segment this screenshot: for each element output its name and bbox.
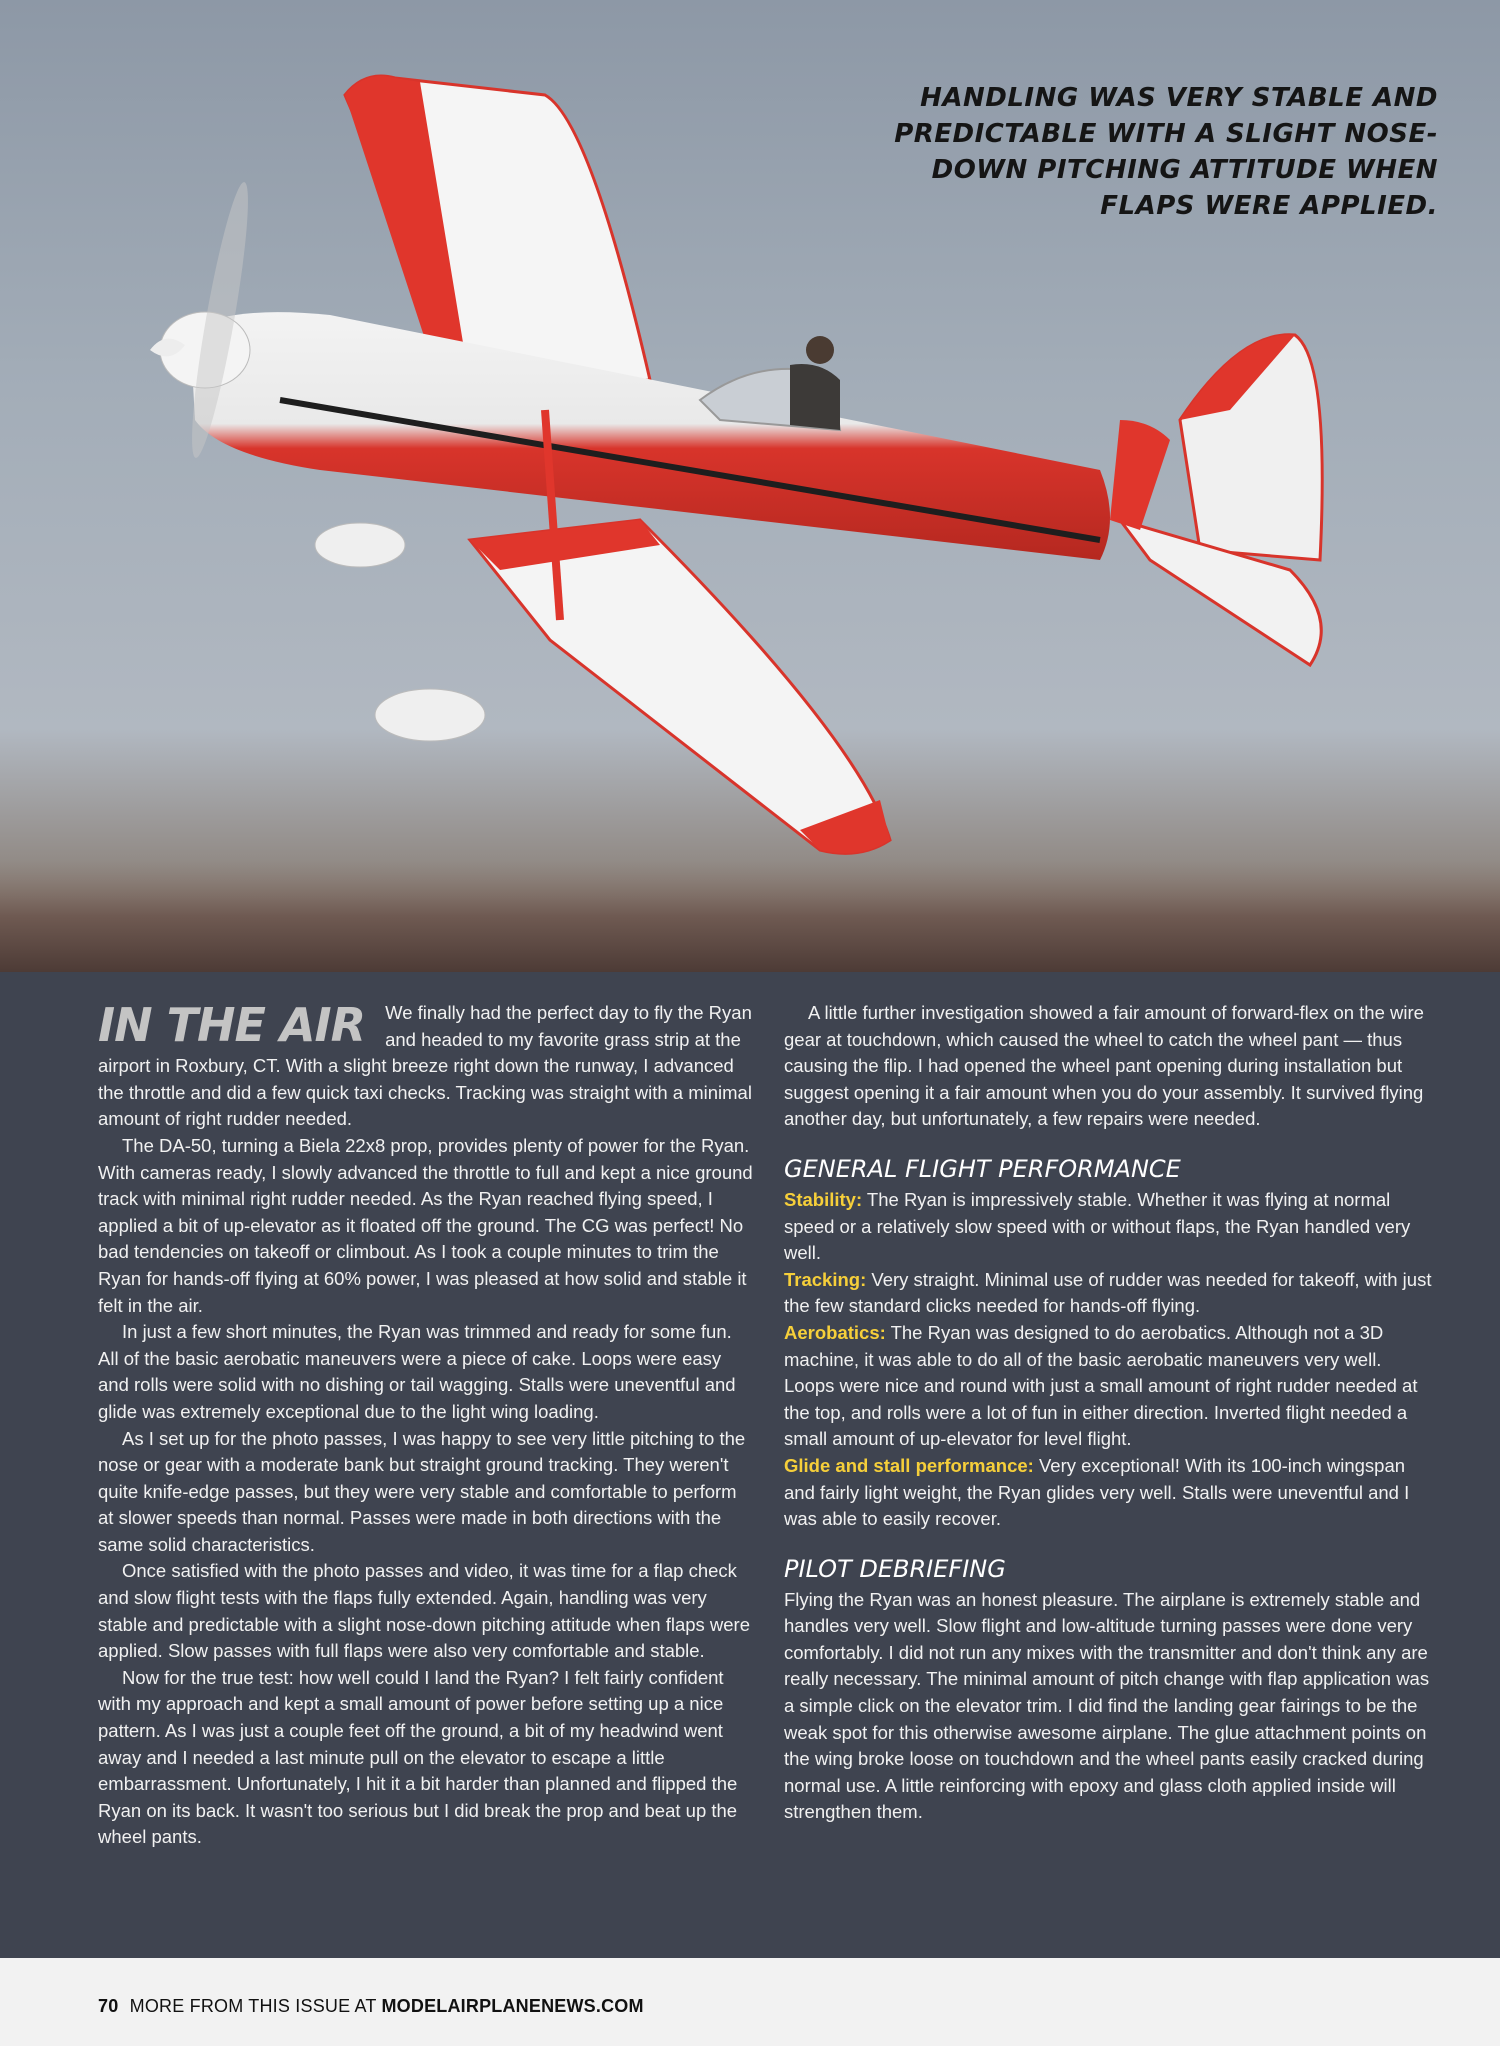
page-footer [98, 1996, 644, 2017]
paragraph-6: Now for the true test: how well could I land the Ryan? I felt fairly confident with my approach and kept a small amount of power before setting up a nice pattern. As I was just a couple feet off the ground, a bit of my headwind went away and I needed a last minute pull on the elevator to escape a little embarrassment. Unfortunately, I hit it a bit harder than planned and flipped the Ryan on its back. It wasn't too serious but I did break the prop and beat up the wheel pants. [98, 1666, 738, 1848]
treeline [0, 860, 1500, 972]
photo-caption: HANDLING WAS VERY STABLE AND PREDICTABLE WITH A SLIGHT NOSE-DOWN PITCHING ATTITUDE WHEN FLAPS WERE APPLIED. [894, 83, 1438, 221]
wheel-pant-left [315, 523, 405, 567]
heading-pilot-debriefing: PILOT DEBRIEFING [784, 1554, 1006, 1583]
left-column [98, 1000, 753, 1851]
airplane-photo [0, 0, 1500, 972]
paragraph-1 [98, 1000, 753, 1133]
label-stability: Stability: [784, 1188, 863, 1210]
paragraph-3: In just a few short minutes, the Ryan was trimmed and ready for some fun. All of the basic aerobatic maneuvers were a piece of cake. Loops were easy and rolls were solid with no dishing or tail wagging. Stalls were uneventful and glide was extremely exceptional due to the light wing loading. [98, 1321, 736, 1422]
gfp-tracking [784, 1267, 1434, 1320]
label-aerobatics: Aerobatics: [784, 1321, 886, 1343]
text-stability: The Ryan is impressively stable. Whether it was flying at normal speed or a relatively slow speed with or without flaps, the Ryan handled very well. [784, 1188, 1411, 1264]
page-number: 70 [98, 1996, 119, 2016]
fuselage [190, 312, 1110, 560]
label-glide-stall: Glide and stall performance: [784, 1454, 1034, 1476]
text-glide-stall: Very exceptional! With its 100-inch wingspan and fairly light weight, the Ryan glides very well. Stalls were uneventful and I was able to easily recover. [784, 1454, 1410, 1530]
right-column [784, 1000, 1434, 1826]
gfp-glide-stall [784, 1453, 1434, 1533]
paragraph-2: The DA-50, turning a Biela 22x8 prop, provides plenty of power for the Ryan. With cameras ready, I slowly advanced the throttle to full and kept a nice ground track with minimal right rudder needed. As the Ryan reached flying speed, I applied a bit of up-elevator as it floated off the ground. The CG was perfect! No bad tendencies on takeoff or climbout. As I took a couple minutes to trim the Ryan for hands-off flying at 60% power, I was pleased at how solid and stable it felt in the air. [98, 1134, 753, 1316]
section-heading-in-the-air: IN THE AIR [98, 998, 366, 1052]
lower-wing [470, 520, 890, 853]
intro-paragraph: A little further investigation showed a fair amount of forward-flex on the wire gear at touchdown, which caused the wheel to catch the wheel pant — thus causing the flip. I had opened the wheel pant opening during installation but suggest opening it a fair amount when you do your assembly. It survived flying another day, but unfortunately, a few repairs were needed. [784, 1002, 1424, 1130]
label-tracking: Tracking: [784, 1268, 867, 1290]
heading-general-flight-performance: GENERAL FLIGHT PERFORMANCE [784, 1154, 1181, 1183]
footer-text: MORE FROM THIS ISSUE AT [129, 1996, 377, 2016]
footer-site-link[interactable]: MODELAIRPLANENEWS.COM [381, 1996, 644, 2016]
paragraph-text: We finally had the perfect day to fly the Ryan and headed to my favorite grass strip at the airport in Roxbury, CT. With a slight breeze right down the runway, I advanced the throttle and did a few quick taxi checks. Tracking was straight with a minimal amount of right rudder needed. [98, 1002, 752, 1130]
text-tracking: Very straight. Minimal use of rudder was needed for takeoff, with just the few standard clicks needed for hands-off flying. [784, 1268, 1432, 1317]
text-aerobatics: The Ryan was designed to do aerobatics. Although not a 3D machine, it was able to do all of the basic aerobatic maneuvers very well. Loops were nice and round with just a small amount of right rudder needed at the top, and rolls were a lot of fun in either direction. Inverted flight needed a small amount of up-elevator for level flight. [784, 1321, 1418, 1450]
gfp-aerobatics [784, 1320, 1434, 1453]
pilot-body [790, 364, 840, 430]
paragraph-5: Once satisfied with the photo passes and video, it was time for a flap check and slow flight tests with the flaps fully extended. Again, handling was very stable and predictable with a slight nose-down pitching attitude when flaps were applied. Slow passes with full flaps were also very comfortable and stable. [98, 1560, 751, 1662]
pilot-head [806, 336, 834, 364]
paragraph-4: As I set up for the photo passes, I was happy to see very little pitching to the nose or gear with a moderate bank but straight ground tracking. They weren't quite knife-edge passes, but they were very stable and comfortable to perform at slower speeds than normal. Passes were made in both directions with the same solid characteristics. [98, 1427, 746, 1555]
debrief-paragraph: Flying the Ryan was an honest pleasure. The airplane is extremely stable and handles very well. Slow flight and low-altitude turning passes were done very comfortably. I did not run any mixes with the transmitter and don't think any are really necessary. The minimal amount of pitch change with flap application was a simple click on the elevator trim. I did find the landing gear fairings to be the weak spot for this otherwise awesome airplane. The glue attachment points on the wing broke loose on touchdown and the wheel pants easily cracked during normal use. A little reinforcing with epoxy and glass cloth applied inside will strengthen them. [784, 1588, 1430, 1823]
wheel-pant-right [375, 689, 485, 741]
stabilizer-left [1110, 420, 1170, 530]
gfp-stability [784, 1187, 1434, 1267]
